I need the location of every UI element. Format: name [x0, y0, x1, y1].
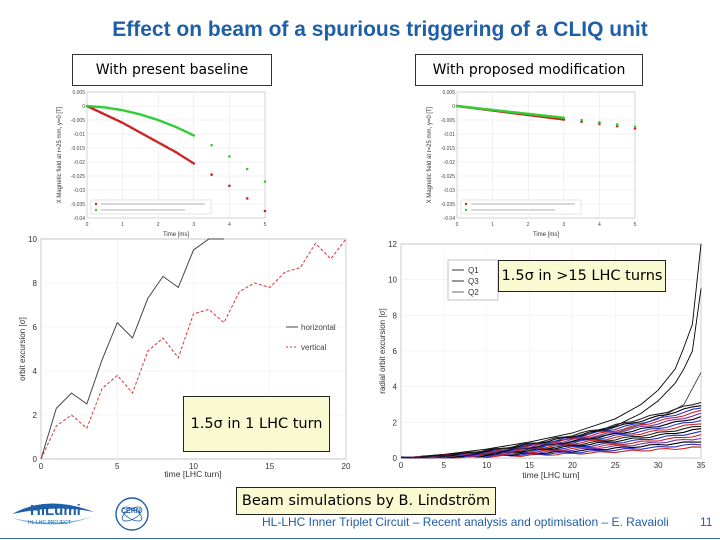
- y-tick-label: 4: [392, 382, 397, 392]
- y-tick-label: 0: [32, 455, 37, 464]
- x-tick-label: 5: [633, 222, 637, 228]
- x-tick-label: 10: [189, 462, 198, 471]
- field-chart-left: [55, 84, 275, 244]
- hilumi-logo-text: HiLumi: [30, 502, 81, 519]
- y-axis-label: orbit excursion [σ]: [18, 317, 27, 381]
- legend-vertical: vertical: [301, 343, 327, 352]
- footer-text: HL-LHC Inner Triplet Circuit – Recent analysis and optimisation – E. Ravaioli: [262, 515, 669, 529]
- y-tick-label: -0.03: [73, 188, 85, 194]
- x-tick-label: 0: [38, 462, 44, 471]
- data-point: [228, 155, 231, 158]
- data-point: [264, 180, 267, 183]
- x-tick-label: 4: [228, 222, 231, 228]
- x-tick-label: 10: [482, 461, 492, 470]
- y-tick-label: -0.04: [73, 216, 85, 222]
- data-point: [246, 168, 249, 171]
- legend-q1: Q1: [468, 266, 479, 275]
- plot-frame: [87, 92, 265, 218]
- y-tick-label: -0.015: [440, 146, 455, 152]
- y-tick-label: 12: [388, 240, 397, 249]
- y-tick-label: 8: [392, 311, 397, 321]
- y-tick-label: -0.035: [70, 202, 85, 208]
- y-tick-label: 10: [388, 275, 397, 285]
- label-proposed-modification: With proposed modification: [415, 54, 643, 86]
- y-tick-label: -0.01: [443, 132, 455, 138]
- y-tick-label: 0: [82, 104, 85, 110]
- y-tick-label: 0: [392, 454, 397, 463]
- y-tick-label: -0.02: [73, 160, 85, 166]
- data-point: [193, 134, 196, 137]
- y-axis-label: radial orbit excursion [σ]: [378, 308, 387, 394]
- y-tick-label: 6: [32, 323, 37, 332]
- y-tick-label: -0.015: [70, 146, 85, 152]
- y-tick-label: -0.01: [73, 132, 85, 138]
- data-point: [228, 185, 231, 188]
- plot-frame: [457, 92, 635, 218]
- x-tick-label: 4: [598, 222, 601, 228]
- y-tick-label: 6: [392, 347, 397, 356]
- data-point: [580, 119, 583, 122]
- x-tick-label: 0: [455, 222, 459, 228]
- cern-logo: [112, 494, 156, 534]
- x-tick-label: 1: [121, 222, 124, 228]
- x-axis-label: Time [ms]: [532, 232, 560, 238]
- x-axis-label: time [LHC turn]: [164, 469, 222, 479]
- y-tick-label: 0: [452, 104, 455, 110]
- callout-bottom: Beam simulations by B. Lindström: [236, 487, 496, 515]
- x-tick-label: 25: [610, 461, 620, 470]
- data-point: [246, 197, 249, 200]
- data-point: [193, 162, 196, 165]
- field-left-plot-area: [57, 90, 267, 238]
- y-axis-label: X Magnetic field at r=25 mm, y=0 [T]: [57, 106, 63, 204]
- y-tick-label: -0.025: [70, 174, 85, 180]
- hilumi-logo-subtext: HL-LHC PROJECT: [28, 520, 71, 526]
- x-tick-label: 5: [115, 462, 120, 471]
- legend-q2: Q2: [468, 288, 479, 297]
- data-point: [598, 121, 601, 124]
- footer-line: [0, 538, 720, 539]
- y-tick-label: -0.005: [70, 118, 85, 124]
- x-tick-label: 2: [526, 222, 530, 228]
- x-tick-label: 15: [525, 461, 535, 470]
- x-tick-label: 15: [265, 462, 275, 471]
- cern-logo-text: CERN: [121, 508, 141, 515]
- legend-horizontal: horizontal: [301, 323, 336, 332]
- x-tick-label: 0: [398, 461, 404, 470]
- callout-left: 1.5σ in 1 LHC turn: [183, 396, 330, 452]
- slide-title: Effect on beam of a spurious triggering of a CLIQ unit: [112, 18, 648, 41]
- x-tick-label: 20: [567, 461, 577, 470]
- label-present-baseline: With present baseline: [72, 54, 272, 86]
- y-tick-label: -0.02: [443, 160, 455, 166]
- y-tick-label: 8: [32, 279, 37, 288]
- x-axis-label: time [LHC turn]: [522, 470, 580, 480]
- y-tick-label: -0.03: [443, 188, 455, 194]
- data-point: [563, 116, 566, 119]
- x-tick-label: 3: [192, 222, 196, 228]
- data-point: [264, 210, 267, 213]
- data-point: [634, 125, 637, 128]
- x-axis-label: Time [ms]: [162, 232, 190, 238]
- x-tick-label: 3: [562, 222, 566, 228]
- x-tick-label: 0: [85, 222, 89, 228]
- y-tick-label: 2: [32, 411, 37, 420]
- field-chart-right: [425, 84, 645, 244]
- x-tick-label: 2: [156, 222, 160, 228]
- y-tick-label: 0.005: [442, 90, 455, 96]
- data-point: [210, 173, 213, 176]
- legend-green-marker: [465, 209, 467, 211]
- x-tick-label: 5: [441, 461, 447, 470]
- y-tick-label: 10: [28, 235, 37, 244]
- legend-green-marker: [95, 209, 97, 211]
- y-tick-label: 0.005: [72, 90, 85, 96]
- data-point: [210, 144, 213, 147]
- y-tick-label: 2: [392, 418, 397, 428]
- legend-box: [461, 200, 581, 214]
- y-tick-label: -0.025: [440, 174, 455, 180]
- x-tick-label: 5: [263, 222, 267, 228]
- y-axis-label: X Magnetic field at r=25 mm, y=0 [T]: [427, 106, 433, 204]
- y-tick-label: -0.04: [443, 216, 455, 222]
- legend-q3: Q3: [468, 277, 479, 286]
- callout-right: 1.5σ in >15 LHC turns: [498, 260, 666, 292]
- x-tick-label: 35: [696, 461, 706, 470]
- x-tick-label: 1: [491, 222, 494, 228]
- x-tick-label: 20: [341, 462, 351, 471]
- data-point: [616, 123, 619, 126]
- y-tick-label: -0.035: [440, 202, 455, 208]
- hilumi-logo: [8, 494, 98, 534]
- legend-red-marker: [95, 203, 97, 205]
- y-tick-label: -0.005: [440, 118, 455, 124]
- x-tick-label: 30: [653, 461, 663, 470]
- page-number: 11: [700, 515, 713, 529]
- legend: [448, 260, 498, 300]
- legend-box: [91, 200, 211, 214]
- y-tick-label: 4: [32, 367, 37, 376]
- legend-red-marker: [465, 203, 467, 205]
